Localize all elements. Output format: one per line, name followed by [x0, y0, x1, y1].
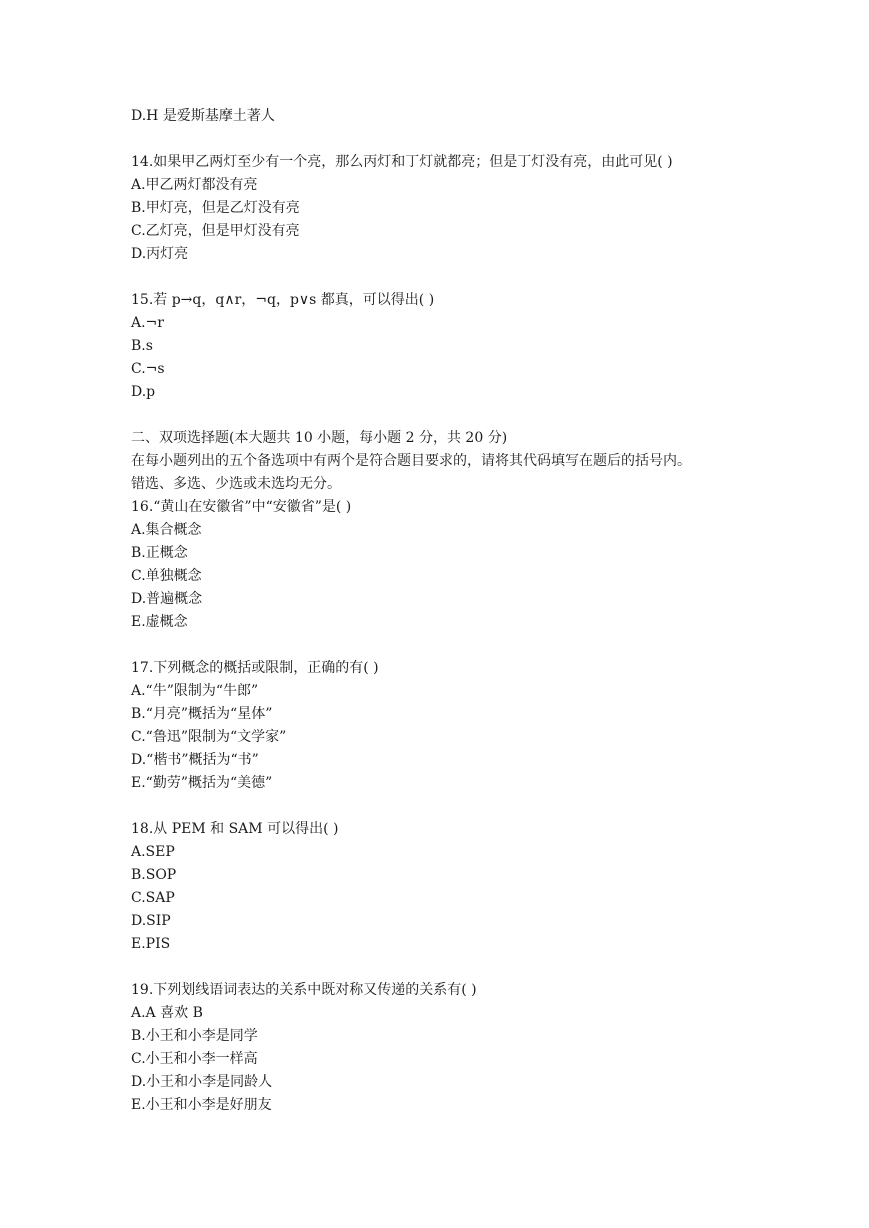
option-b: B.正概念 — [131, 545, 188, 561]
option-b: B.“月亮”概括为“星体” — [131, 706, 273, 722]
option-c: C.“鲁迅”限制为“文学家” — [131, 729, 287, 745]
option-e: E.PIS — [131, 936, 171, 952]
question-stem: 14.如果甲乙两灯至少有一个亮，那么丙灯和丁灯就都亮；但是丁灯没有亮，由此可见( ) — [131, 154, 673, 170]
spacer — [131, 956, 831, 979]
option-b: B.甲灯亮，但是乙灯没有亮 — [131, 200, 300, 216]
option-c: C.¬s — [131, 361, 165, 377]
section-heading: 二、双项选择题(本大题共 10 小题，每小题 2 分，共 20 分) — [131, 430, 508, 446]
section-instructions: 在每小题列出的五个备选项中有两个是符合题目要求的，请将其代码填写在题后的括号内。 — [131, 453, 691, 469]
question-17 — [131, 657, 831, 795]
option-d: D.“楷书”概括为“书” — [131, 752, 259, 768]
question-stem: 19.下列划线语词表达的关系中既对称又传递的关系有( ) — [131, 982, 477, 998]
question-13-tail — [131, 105, 831, 128]
question-18 — [131, 818, 831, 956]
spacer — [131, 266, 831, 289]
option-e: E.小王和小李是好朋友 — [131, 1097, 272, 1113]
spacer — [131, 795, 831, 818]
option-a: A.集合概念 — [131, 522, 202, 538]
spacer — [131, 128, 831, 151]
option-d: D.普遍概念 — [131, 591, 203, 607]
option-c: C.SAP — [131, 890, 175, 906]
spacer — [131, 634, 831, 657]
question-stem: 18.从 PEM 和 SAM 可以得出( ) — [131, 821, 339, 837]
option-b: B.s — [131, 338, 153, 354]
option-c: C.单独概念 — [131, 568, 202, 584]
option-d: D.丙灯亮 — [131, 246, 189, 262]
option-b: B.SOP — [131, 867, 177, 883]
question-stem: 15.若 p→q，q∧r，¬q，p∨s 都真，可以得出( ) — [131, 292, 435, 308]
option-a: A.A 喜欢 B — [131, 1005, 203, 1021]
option-a: A.¬r — [131, 315, 164, 331]
option-e: E.虚概念 — [131, 614, 188, 630]
option-c: C.小王和小李一样高 — [131, 1051, 258, 1067]
question-stem: 17.下列概念的概括或限制，正确的有( ) — [131, 660, 379, 676]
option-d: D.H 是爱斯基摩土著人 — [131, 108, 275, 124]
document-page — [131, 105, 831, 1117]
option-d: D.小王和小李是同龄人 — [131, 1074, 273, 1090]
option-e: E.“勤劳”概括为“美德” — [131, 775, 273, 791]
option-c: C.乙灯亮，但是甲灯没有亮 — [131, 223, 300, 239]
section-2-double-choice — [131, 427, 831, 634]
option-d: D.p — [131, 384, 156, 400]
question-19 — [131, 979, 831, 1117]
option-a: A.SEP — [131, 844, 175, 860]
spacer — [131, 404, 831, 427]
question-14 — [131, 151, 831, 266]
option-d: D.SIP — [131, 913, 171, 929]
option-b: B.小王和小李是同学 — [131, 1028, 258, 1044]
option-a: A.“牛”限制为“牛郎” — [131, 683, 259, 699]
section-instructions-cont: 错选、多选、少选或未选均无分。 — [131, 476, 341, 492]
question-stem: 16.“黄山在安徽省”中“安徽省”是( ) — [131, 499, 352, 515]
option-a: A.甲乙两灯都没有亮 — [131, 177, 258, 193]
question-15 — [131, 289, 831, 404]
